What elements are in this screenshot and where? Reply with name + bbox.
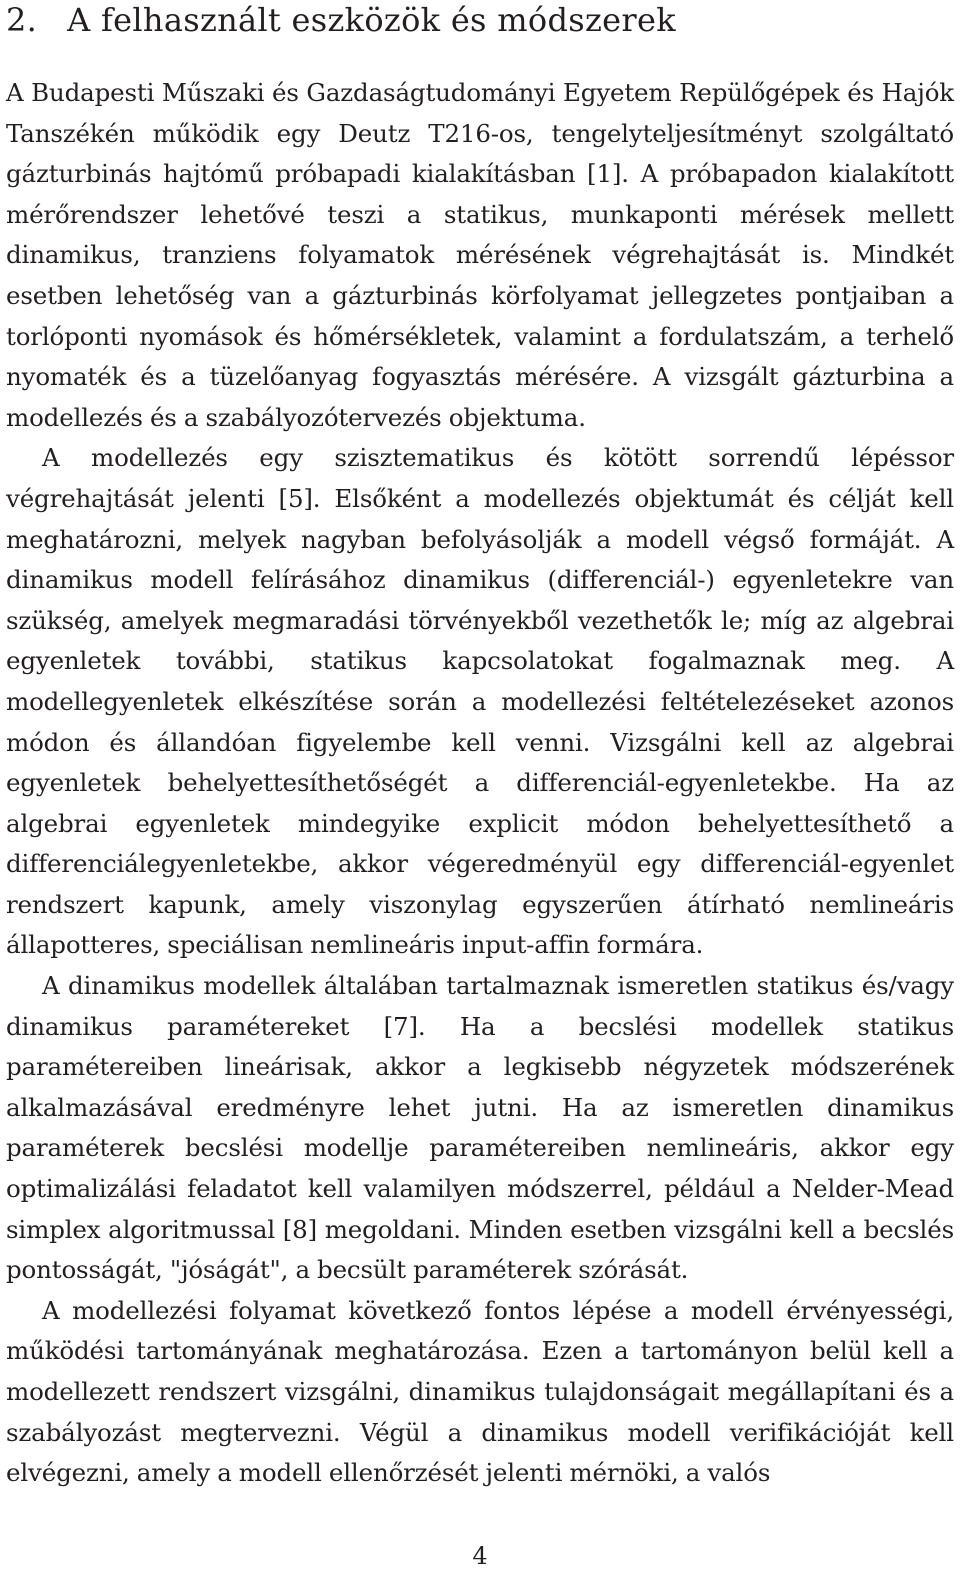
section-heading bbox=[6, 0, 676, 40]
section-title: A felhasznált eszközök és módszerek bbox=[67, 1, 676, 39]
section-number: 2. bbox=[6, 1, 38, 39]
paragraph-4: A modellezési folyamat következő fontos lépése a modell érvényességi, működési tartományának meghatározása. Ezen a tartományon belül kell a modellezett rendszert vizsgálni, dinamikus tulajdonságait megállapítani és a szabályozást megtervezni. Végül a dinamikus modell verifikációját kell elvégezni, amely a modell ellenőrzését jelenti mérnöki, a valós bbox=[6, 1295, 954, 1488]
page-number: 4 bbox=[472, 1542, 488, 1570]
paragraph-1: A Budapesti Műszaki és Gazdaságtudományi Egyetem Repülőgépek és Hajók Tanszékén működik egy Deutz T216-os, tengelyteljesítményt szolgáltató gázturbinás hajtómű próbapadi kialakításban [1]. A próbapadon kialakított mérőrendszer lehetővé teszi a statikus, munkaponti mérések mellett dinamikus, tranziens folyamatok mérésének végrehajtását is. Mindkét esetben lehetőség van a gázturbinás körfolyamat jellegzetes pontjaiban a torlóponti nyomások és hőmérsékletek, valamint a fordulatszám, a terhelő nyomaték és a tüzelőanyag fogyasztás mérésére. A vizsgált gázturbina a modellezés és a szabályozótervezés objektuma. bbox=[6, 78, 954, 432]
paragraph-3: A dinamikus modellek általában tartalmaznak ismeretlen statikus és/vagy dinamikus paramétereket [7]. Ha a becslési modellek statikus paramétereiben lineárisak, akkor a legkisebb négyzetek módszerének alkalmazásával eredményre lehet jutni. Ha az ismeretlen dinamikus paraméterek becslési modellje paramétereiben nemlineáris, akkor egy optimalizálási feladatot kell valamilyen módszerrel, például a Nelder-Mead simplex algoritmussal [8] megoldani. Minden esetben vizsgálni kell a becslés pontosságát, "jóságát", a becsült paraméterek szórását. bbox=[6, 971, 954, 1285]
body-text bbox=[6, 73, 954, 1494]
paragraph-2: A modellezés egy szisztematikus és kötött sorrendű lépéssor végrehajtását jelenti [5]. Elsőként a modellezés objektumát és célját kell meghatározni, melyek nagyban befolyásolják a modell végső formáját. A dinamikus modell felírásához dinamikus (differenciál-) egyenletekre van szükség, amelyek megmaradási törvényekből vezethetők le; míg az algebrai egyenletek további, statikus kapcsolatokat fogalmaznak meg. A modellegyenletek elkészítése során a modellezési feltételezéseket azonos módon és állandóan figyelembe kell venni. Vizsgálni kell az algebrai egyenletek behelyettesíthetőségét a differenciál-egyenletekbe. Ha az algebrai egyenletek mindegyike explicit módon behelyettesíthető a differenciálegyenletekbe, akkor végeredményül egy differenciál-egyenlet rendszert kapunk, amely viszonylag egyszerűen átírható nemlineáris állapotteres, speciálisan nemlineáris input-affin formára. bbox=[6, 443, 954, 960]
